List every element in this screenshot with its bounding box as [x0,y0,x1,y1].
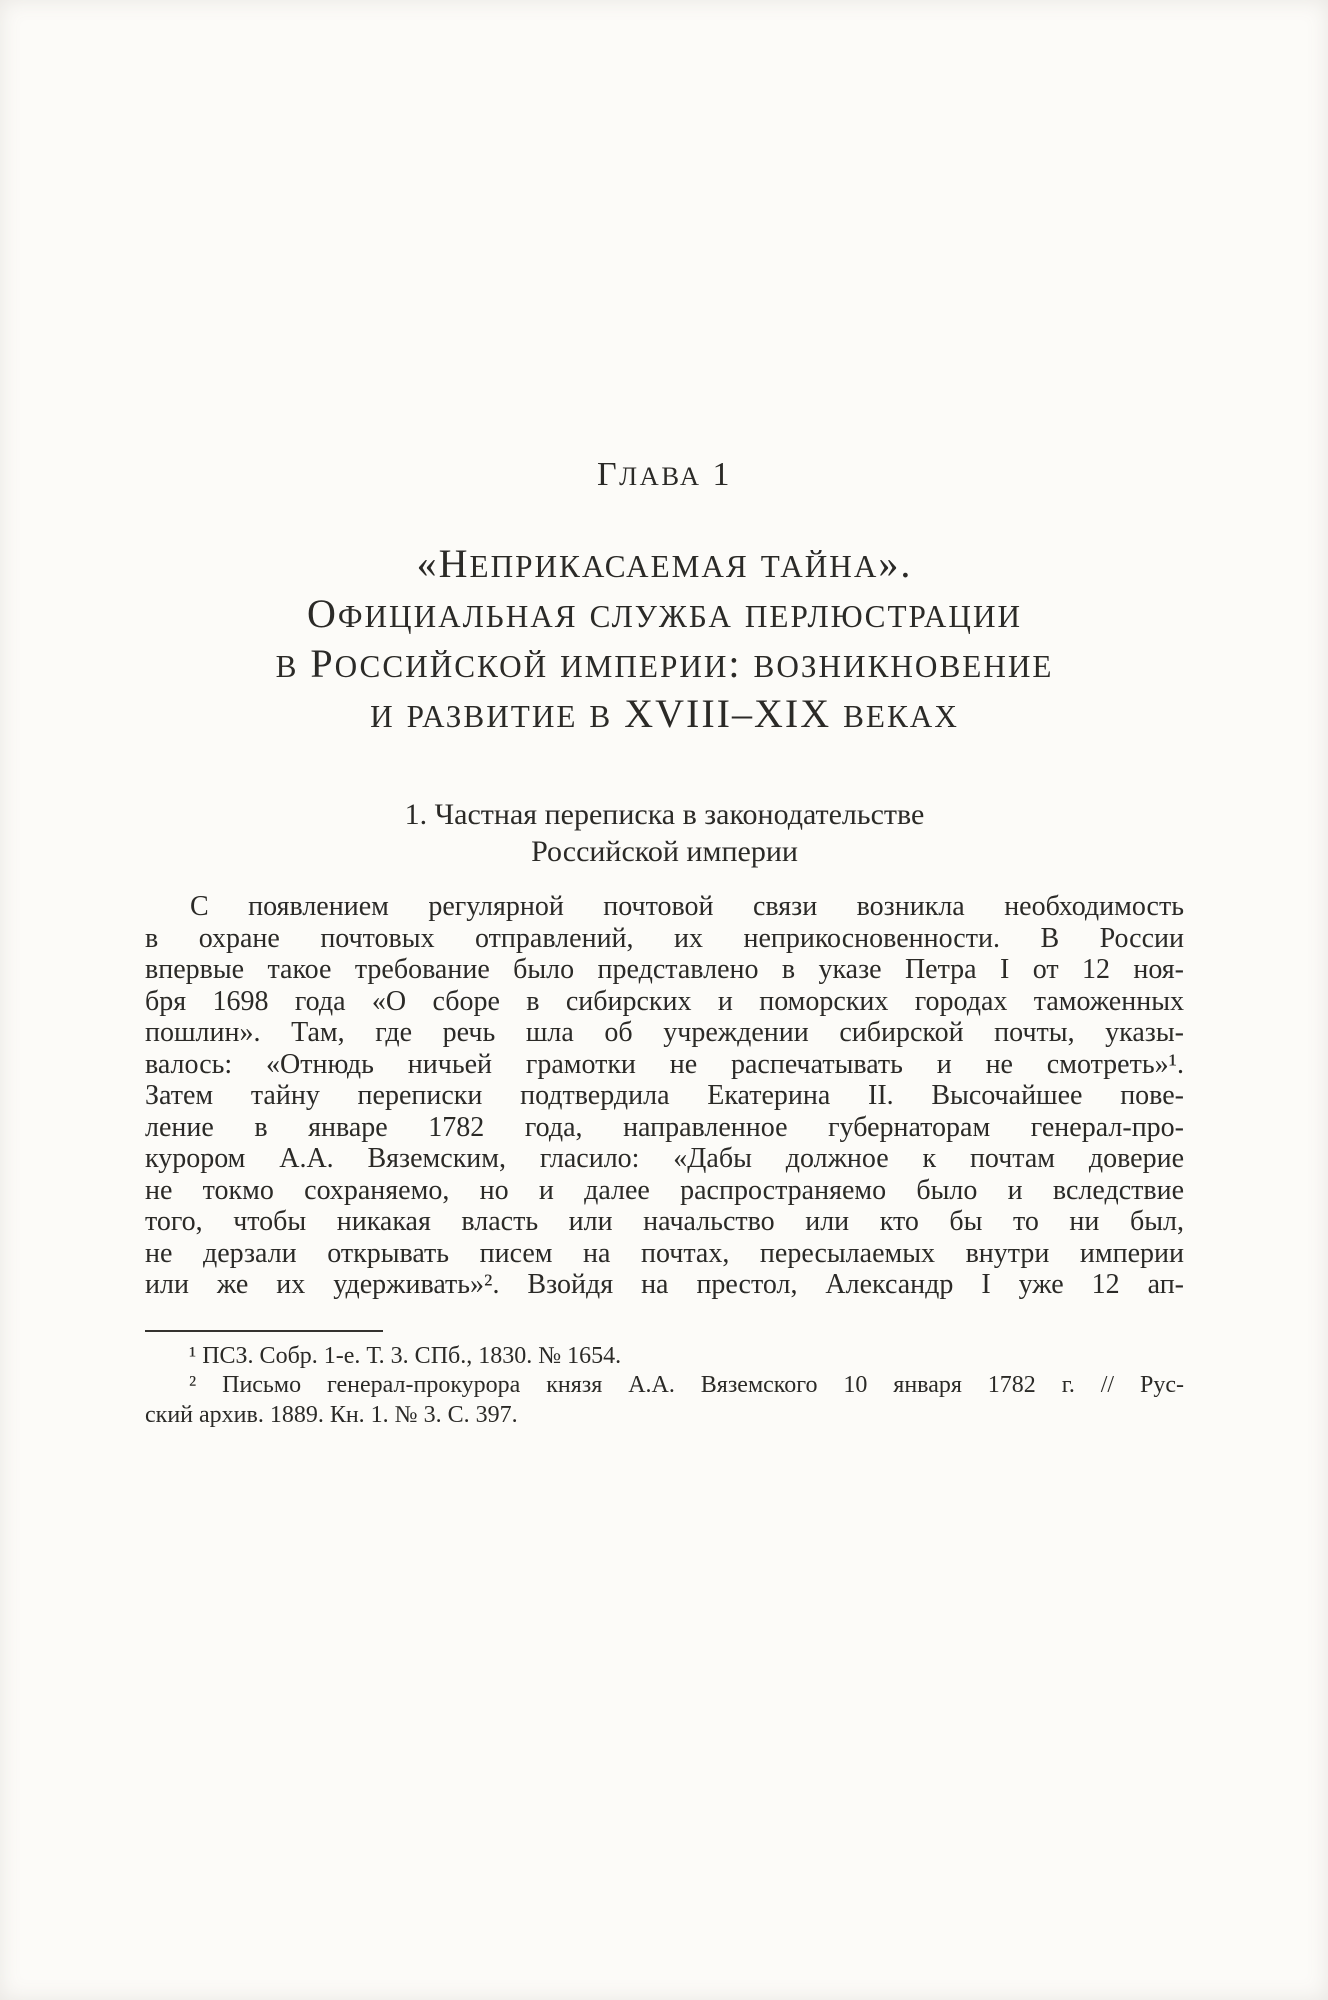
paragraph-line: не токмо сохраняемо, но и далее распространяемо было и вследствие [145,1174,1184,1206]
paragraph-line: в охране почтовых отправлений, их неприкосновенности. В России [145,922,1184,954]
chapter-title [145,540,1184,740]
footnote-line: ¹ ПСЗ. Собр. 1-е. Т. 3. СПб., 1830. № 1654. [189,1342,622,1369]
paragraph-line: курором А.А. Вяземским, гласило: «Дабы должное к почтам доверие [145,1143,1184,1174]
title-line: И РАЗВИТИЕ В XVIII–XIX ВЕКАХ [370,691,959,736]
footnote-line: ский архив. 1889. Кн. 1. № 3. С. 397. [145,1401,518,1428]
title-line: «НЕПРИКАСАЕМАЯ ТАЙНА». [416,541,913,586]
footnote-rule [145,1330,383,1332]
body-paragraph [145,891,1184,1301]
section-heading-line: 1. Частная переписка в законодательстве [404,798,925,831]
paragraph-line: того, чтобы никакая власть или начальство или кто бы то ни был, [145,1206,1184,1237]
title-line: ОФИЦИАЛЬНАЯ СЛУЖБА ПЕРЛЮСТРАЦИИ [306,591,1023,636]
footnotes [145,1342,1184,1431]
section-heading [145,796,1184,870]
paragraph-line: или же их удерживать»². Взойдя на престол, Александр I уже 12 ап- [145,1269,1184,1300]
section-heading-line: Российской империи [531,835,798,868]
paragraph-line: С появлением регулярной почтовой связи возникла необходимость [190,891,1184,922]
chapter-heading: ГЛАВА 1 [597,456,732,493]
paragraph-line: не дерзали открывать писем на почтах, пересылаемых внутри империи [145,1237,1184,1269]
paragraph-line: пошлин». Там, где речь шла об учреждении сибирской почты, указы- [145,1017,1184,1048]
paragraph-line: бря 1698 года «О сборе в сибирских и поморских городах таможенных [145,985,1184,1017]
footnote-line: ² Письмо генерал-прокурора князя А.А. Вяземского 10 января 1782 г. // Рус- [189,1372,1184,1398]
paragraph-line: ление в январе 1782 года, направленное губернаторам генерал-про- [145,1111,1184,1143]
paragraph-line: валось: «Отнюдь ничьей грамотки не распечатывать и не смотреть»¹. [145,1048,1184,1080]
paragraph-line: впервые такое требование было представлено в указе Петра I от 12 ноя- [145,954,1184,985]
title-line: В РОССИЙСКОЙ ИМПЕРИИ: ВОЗНИКНОВЕНИЕ [275,641,1054,686]
paragraph-line: Затем тайну переписки подтвердила Екатерина II. Высочайшее пове- [145,1080,1184,1111]
